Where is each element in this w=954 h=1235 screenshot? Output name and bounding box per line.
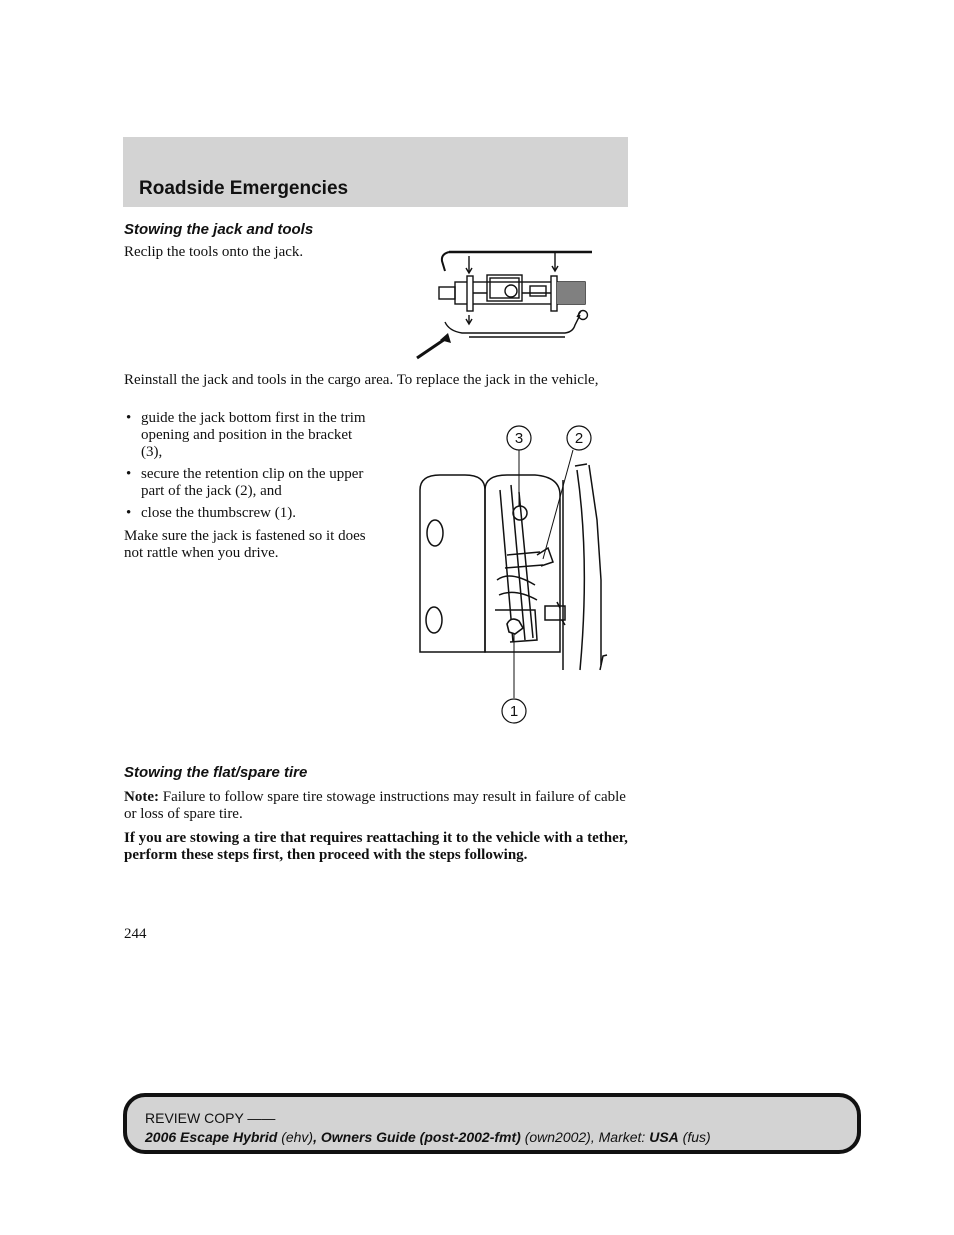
callout-3: 3: [514, 430, 524, 447]
paragraph-reclip: Reclip the tools onto the jack.: [124, 244, 304, 260]
section-title: Roadside Emergencies: [139, 178, 349, 199]
page-number: 244: [124, 926, 147, 942]
callout-2: 2: [574, 430, 584, 447]
note-text: Failure to follow spare tire stowage instructions may result in failure of cable or loss of spare tire.: [124, 789, 626, 822]
footer-review-label: REVIEW COPY ——: [145, 1110, 276, 1126]
section-header-band: [123, 137, 628, 207]
jack-stowage-illustration: [415, 420, 625, 730]
footer-market: USA: [649, 1129, 679, 1145]
footer-model-code: (ehv): [281, 1129, 314, 1145]
footer-guide: Owners Guide (post-2002-fmt): [320, 1129, 521, 1145]
list-item: • secure the retention clip on the upper part of the jack (2), and: [124, 466, 374, 500]
list-item: • close the thumbscrew (1).: [124, 505, 374, 522]
list-item: • guide the jack bottom first in the trim opening and position in the bracket (3),: [124, 410, 374, 461]
footer-market-code: (fus): [682, 1129, 711, 1145]
footer-model: 2006 Escape Hybrid: [145, 1129, 278, 1145]
footer-separator: ,: [313, 1129, 317, 1145]
footer-document-info: [145, 1129, 711, 1145]
subheading-stowing-jack: Stowing the jack and tools: [124, 221, 314, 238]
jack-tools-illustration: [415, 245, 595, 365]
instruction-list: [124, 410, 374, 527]
callout-1: 1: [509, 703, 519, 720]
paragraph-tether-warning: If you are stowing a tire that requires reattaching it to the vehicle with a tether, perform these steps first, then proceed with the steps following.: [124, 830, 628, 863]
subheading-stowing-spare: Stowing the flat/spare tire: [124, 764, 308, 781]
paragraph-fasten-check: Make sure the jack is fastened so it does not rattle when you drive.: [124, 528, 366, 561]
footer-market-label: , Market:: [590, 1129, 646, 1145]
paragraph-note: [124, 789, 629, 823]
footer-guide-code: (own2002): [524, 1129, 591, 1145]
review-copy-footer: [123, 1093, 861, 1154]
paragraph-reinstall: Reinstall the jack and tools in the cargo area. To replace the jack in the vehicle,: [124, 372, 599, 388]
note-label: Note:: [124, 789, 159, 805]
